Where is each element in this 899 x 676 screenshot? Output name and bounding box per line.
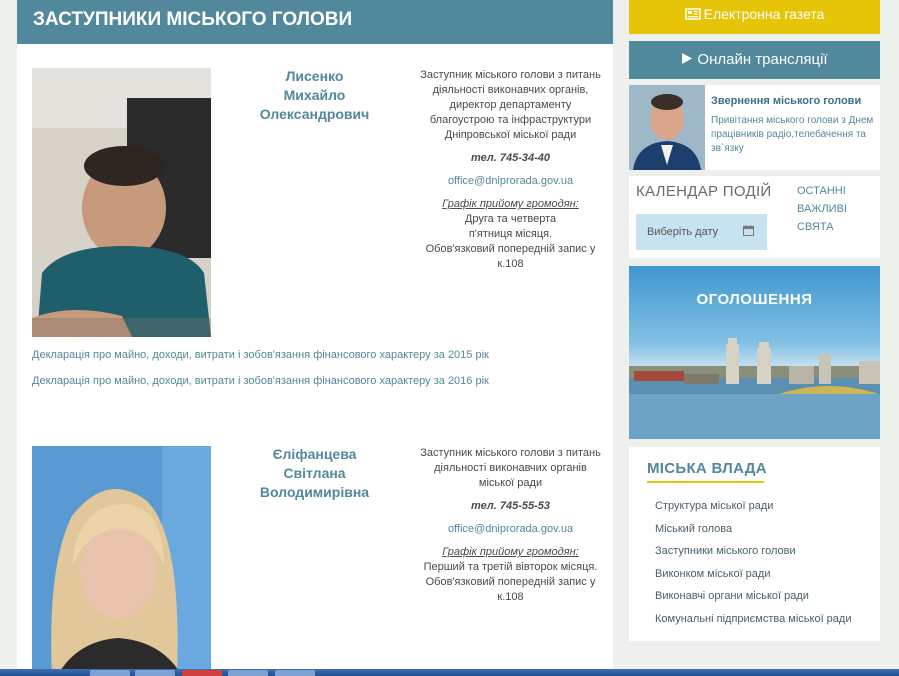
menu-item-deputy-mayors[interactable]: Заступники міського голови xyxy=(655,545,796,557)
taskbar-item[interactable] xyxy=(135,670,175,676)
city-government-list xyxy=(655,500,851,635)
deputy-firstname: Світлана xyxy=(283,465,346,481)
declaration-link-2016[interactable]: Декларація про майно, доходи, витрати і зобов'язання фінансового характеру за 2016 рік xyxy=(32,375,489,387)
announcements-title[interactable]: ОГОЛОШЕННЯ xyxy=(696,291,813,308)
schedule-line: Обов'язковий попередній запис у к.108 xyxy=(425,576,596,603)
announcements-banner[interactable] xyxy=(629,266,880,439)
mayor-appeal-title[interactable]: Звернення міського голови xyxy=(711,95,862,107)
deputy-email-link[interactable]: office@dniprorada.gov.ua xyxy=(447,523,574,535)
deputy-photo xyxy=(32,446,211,676)
deputy-surname: Лисенко xyxy=(285,68,344,84)
online-broadcast-button[interactable] xyxy=(629,41,880,79)
calendar-filters xyxy=(797,182,847,236)
calendar-link-important[interactable]: ВАЖЛИВІ xyxy=(797,203,847,215)
schedule-line: Друга та четверта xyxy=(464,213,557,225)
deputy-name xyxy=(227,445,402,502)
menu-item-municipal-enterprises[interactable]: Комунальні підприємства міської ради xyxy=(655,612,852,625)
menu-item-mayor[interactable]: Міський голова xyxy=(655,522,733,535)
deputy-name xyxy=(227,67,402,124)
menu-item-executive-committee[interactable]: Виконком міської ради xyxy=(655,567,771,580)
deputy-photo xyxy=(32,68,211,337)
mayor-photo xyxy=(629,85,705,170)
deputy-position: Заступник міського голови з питань діяльності виконавчих органів міської ради xyxy=(420,447,601,489)
deputy-phone: тел. 745-34-40 xyxy=(471,152,550,164)
calendar-title: КАЛЕНДАР ПОДІЙ xyxy=(636,183,772,200)
date-picker-input[interactable] xyxy=(636,214,767,250)
page-title: ЗАСТУПНИКИ МІСЬКОГО ГОЛОВИ xyxy=(33,9,353,30)
schedule-title: Графік прийому громодян: xyxy=(442,546,579,558)
deputy-patronymic: Олександрович xyxy=(259,106,370,122)
schedule-line: Перший та третій вівторок місяця. xyxy=(423,561,598,573)
calendar-icon xyxy=(743,225,754,236)
events-calendar xyxy=(629,176,880,258)
os-taskbar xyxy=(0,669,899,676)
deputy-info xyxy=(417,68,604,272)
main-content xyxy=(17,0,613,676)
deputy-phone: тел. 745-55-53 xyxy=(471,500,550,512)
title-underline xyxy=(647,481,764,483)
taskbar-item[interactable] xyxy=(228,670,268,676)
calendar-link-holidays[interactable]: СВЯТА xyxy=(797,221,834,233)
page-header xyxy=(17,0,613,44)
mayor-appeal[interactable] xyxy=(629,85,880,170)
deputy-email-link[interactable]: office@dniprorada.gov.ua xyxy=(447,175,574,187)
deputy-firstname: Михайло xyxy=(283,87,346,103)
mayor-appeal-text[interactable]: Привітання міського голови з Днем працівників радіо,телебачення та зв`язку xyxy=(711,115,874,154)
schedule-line: Обов'язковий попередній запис у к.108 xyxy=(425,243,596,270)
city-government-title: МІСЬКА ВЛАДА xyxy=(647,460,767,477)
date-picker-placeholder: Виберіть дату xyxy=(647,226,719,238)
taskbar-item[interactable] xyxy=(275,670,315,676)
menu-item-council-structure[interactable]: Структура міської ради xyxy=(655,500,774,512)
schedule-title: Графік прийому громодян: xyxy=(442,198,579,210)
menu-item-executive-bodies[interactable]: Виконавчі органи міської ради xyxy=(655,590,809,602)
schedule-line: п'ятниця місяця. xyxy=(468,228,553,240)
deputy-position: Заступник міського голови з питань діяльності виконавчих органів, директор департаменту благоустрою та інфраструктури Дніпровської міської ради xyxy=(420,69,601,141)
newspaper-icon xyxy=(685,8,701,20)
online-broadcast-label: Онлайн трансляції xyxy=(697,51,828,68)
deputy-patronymic: Володимирівна xyxy=(259,484,370,500)
deputy-info xyxy=(417,446,604,605)
electronic-newspaper-button[interactable] xyxy=(629,0,880,34)
play-icon xyxy=(681,52,693,65)
taskbar-item[interactable] xyxy=(182,670,222,676)
city-government-menu xyxy=(629,447,880,641)
deputy-surname: Єліфанцева xyxy=(272,446,357,462)
calendar-link-latest[interactable]: ОСТАННІ xyxy=(797,185,846,197)
taskbar-item[interactable] xyxy=(90,670,130,676)
electronic-newspaper-label: Електронна газета xyxy=(703,6,825,22)
declaration-link-2015[interactable]: Декларація про майно, доходи, витрати і зобов'язання фінансового характеру за 2015 рік xyxy=(32,349,489,361)
